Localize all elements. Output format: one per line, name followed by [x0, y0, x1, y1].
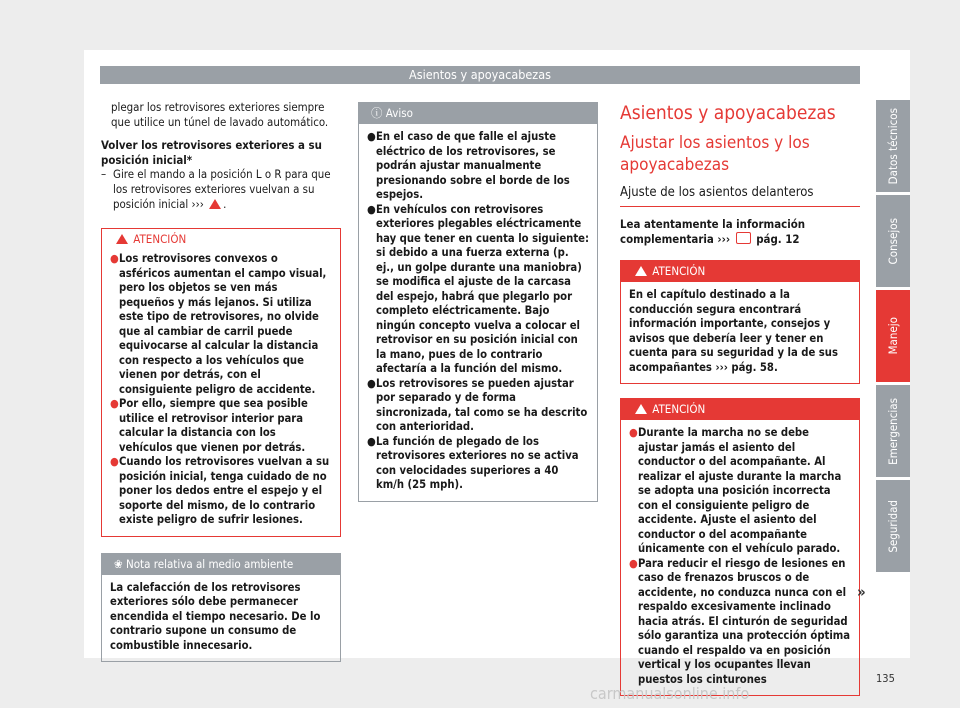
- tab-emergencias[interactable]: Emergencias: [876, 385, 910, 477]
- continued-icon: »: [857, 583, 866, 601]
- warning-triangle-icon: [635, 404, 647, 414]
- note-title: Aviso: [385, 106, 413, 120]
- list-item: ● Los retrovisores convexos o asféricos aumentan el campo visual, pero los objetos se ven más pequeños y más lejanos. Si utiliza este tipo de retrovisores, no olvide que al cambiar de carril puede equivocarse al calcular la distancia con respecto a los vehículos que vienen por detrás, con el consiguiente peligro de accidente.: [110, 252, 327, 396]
- column-2: [358, 102, 598, 502]
- page-reference[interactable]: pág. 58.: [731, 360, 778, 374]
- column-1: [101, 100, 341, 662]
- step: – Gire el mando a la posición L o R para que los retrovisores exteriores vuelvan a su posición inicial ››› .: [101, 167, 331, 211]
- warning-triangle-icon: [635, 266, 647, 276]
- page-reference[interactable]: pág. 12: [756, 231, 800, 246]
- column-3: [620, 100, 860, 696]
- running-header: Asientos y apoyacabezas: [100, 66, 860, 84]
- environment-note-text: La calefacción de los retrovisores exteriores sólo debe permanecer encendida el tiempo necesario. De lo contrario supone un consumo de combustible innecesario.: [110, 580, 321, 652]
- environment-note-box: [101, 553, 341, 663]
- tab-seguridad[interactable]: Seguridad: [876, 480, 910, 572]
- warning-box: [101, 228, 341, 537]
- warning-icon: [209, 199, 221, 209]
- intro-text: Lea atentamente la información complementaria ››› pág. 12: [620, 217, 806, 246]
- list-item: ● La función de plegado de los retrovisores exteriores no se activa con velocidades superiores a 40 km/h (25 mph).: [367, 434, 579, 491]
- list-item: ● Por ello, siempre que sea posible utilice el retrovisor interior para calcular la distancia con los vehículos que vienen por detrás.: [110, 397, 308, 454]
- intro-text: plegar los retrovisores exteriores siempre que utilice un túnel de lavado automático.: [111, 100, 329, 129]
- warning-title: ATENCIÓN: [652, 402, 706, 417]
- list-item: ● Durante la marcha no se debe ajustar jamás el asiento del conductor o del acompañante. Al realizar el ajuste durante la marcha se adopta una posición incorrecta con el consiguiente peligro de accidente. Ajuste el asiento del conductor o del acompañante únicamente con el vehículo parado.: [629, 426, 842, 556]
- subsection-title: Ajustar los asientos y los apoyacabezas: [620, 133, 810, 175]
- step-text: Gire el mando a la posición L o R para que los retrovisores exteriores vuelvan a su posición inicial: [113, 167, 331, 211]
- list-item: ● En vehículos con retrovisores exteriores plegables eléctricamente hay que tener en cuenta lo siguiente: si debido a una fuerza externa (p. ej., un golpe durante una maniobra) se modifica el ajuste de la carcasa del espejo, habrá que plegarlo por completo eléctricamente. Bajo ningún concepto vuelva a colocar el retrovisor en su posición inicial con la mano, pues de lo contrario afectaría a la función del mismo.: [367, 202, 589, 375]
- tab-manejo[interactable]: Manejo: [876, 290, 910, 382]
- subheading: Volver los retrovisores exteriores a su posición inicial*: [101, 138, 322, 167]
- leaf-icon: ❀: [114, 556, 123, 571]
- warning-box: [620, 398, 860, 696]
- list-item: ● Los retrovisores se pueden ajustar por separado y de forma sincronizada, tal como se ha descrito con anterioridad.: [367, 376, 588, 433]
- warning-text: En el capítulo destinado a la conducción segura encontrará información importante, consejos y avisos que debería leer y tener en cuenta para su seguridad y la de sus acompañantes: [629, 288, 838, 374]
- topic-title: Ajuste de los asientos delanteros: [620, 184, 860, 207]
- list-item: ● En el caso de que falle el ajuste eléctrico de los retrovisores, se podrán ajustar manualmente presionando sobre el borde de los espejos.: [367, 130, 570, 201]
- environment-note-title: Nota relativa al medio ambiente: [125, 556, 294, 571]
- warning-box: ATENCIÓN En el capítulo destinado a la conducción segura encontrará información importante, consejos y avisos que debería leer y tener en cuenta para su seguridad y la de sus acompañantes ››› pág. 58.: [620, 260, 860, 384]
- step-dash: –: [101, 167, 107, 182]
- warning-title: ATENCIÓN: [652, 264, 706, 279]
- list-item: ● Para reducir el riesgo de lesiones en caso de frenazos bruscos o de accidente, no conduzca nunca con el respaldo excesivamente inclinado hacia atrás. El cinturón de seguridad sólo garantiza una protección óptima cuando el respaldo va en posición vertical y los ocupantes llevan puestos los cinturones: [629, 556, 851, 686]
- note-box: [358, 102, 598, 502]
- info-icon: ⓘ: [371, 106, 383, 120]
- warning-title: ATENCIÓN: [133, 232, 187, 247]
- warning-triangle-icon: [116, 234, 128, 244]
- watermark: carmanualsonline.info: [590, 684, 750, 703]
- tab-datos-tecnicos[interactable]: Datos técnicos: [876, 100, 910, 192]
- page-number: 135: [876, 672, 895, 685]
- side-tabs: [876, 100, 910, 575]
- book-icon: [736, 232, 751, 244]
- section-title: Asientos y apoyacabezas: [620, 102, 836, 124]
- tab-consejos[interactable]: Consejos: [876, 195, 910, 287]
- list-item: ● Cuando los retrovisores vuelvan a su posición inicial, tenga cuidado de no poner los dedos entre el espejo y el soporte del mismo, de lo contrario existe peligro de sufrir lesiones.: [110, 455, 330, 527]
- ref-arrows: ›››: [717, 231, 731, 246]
- ref-arrows: ›››: [191, 196, 204, 211]
